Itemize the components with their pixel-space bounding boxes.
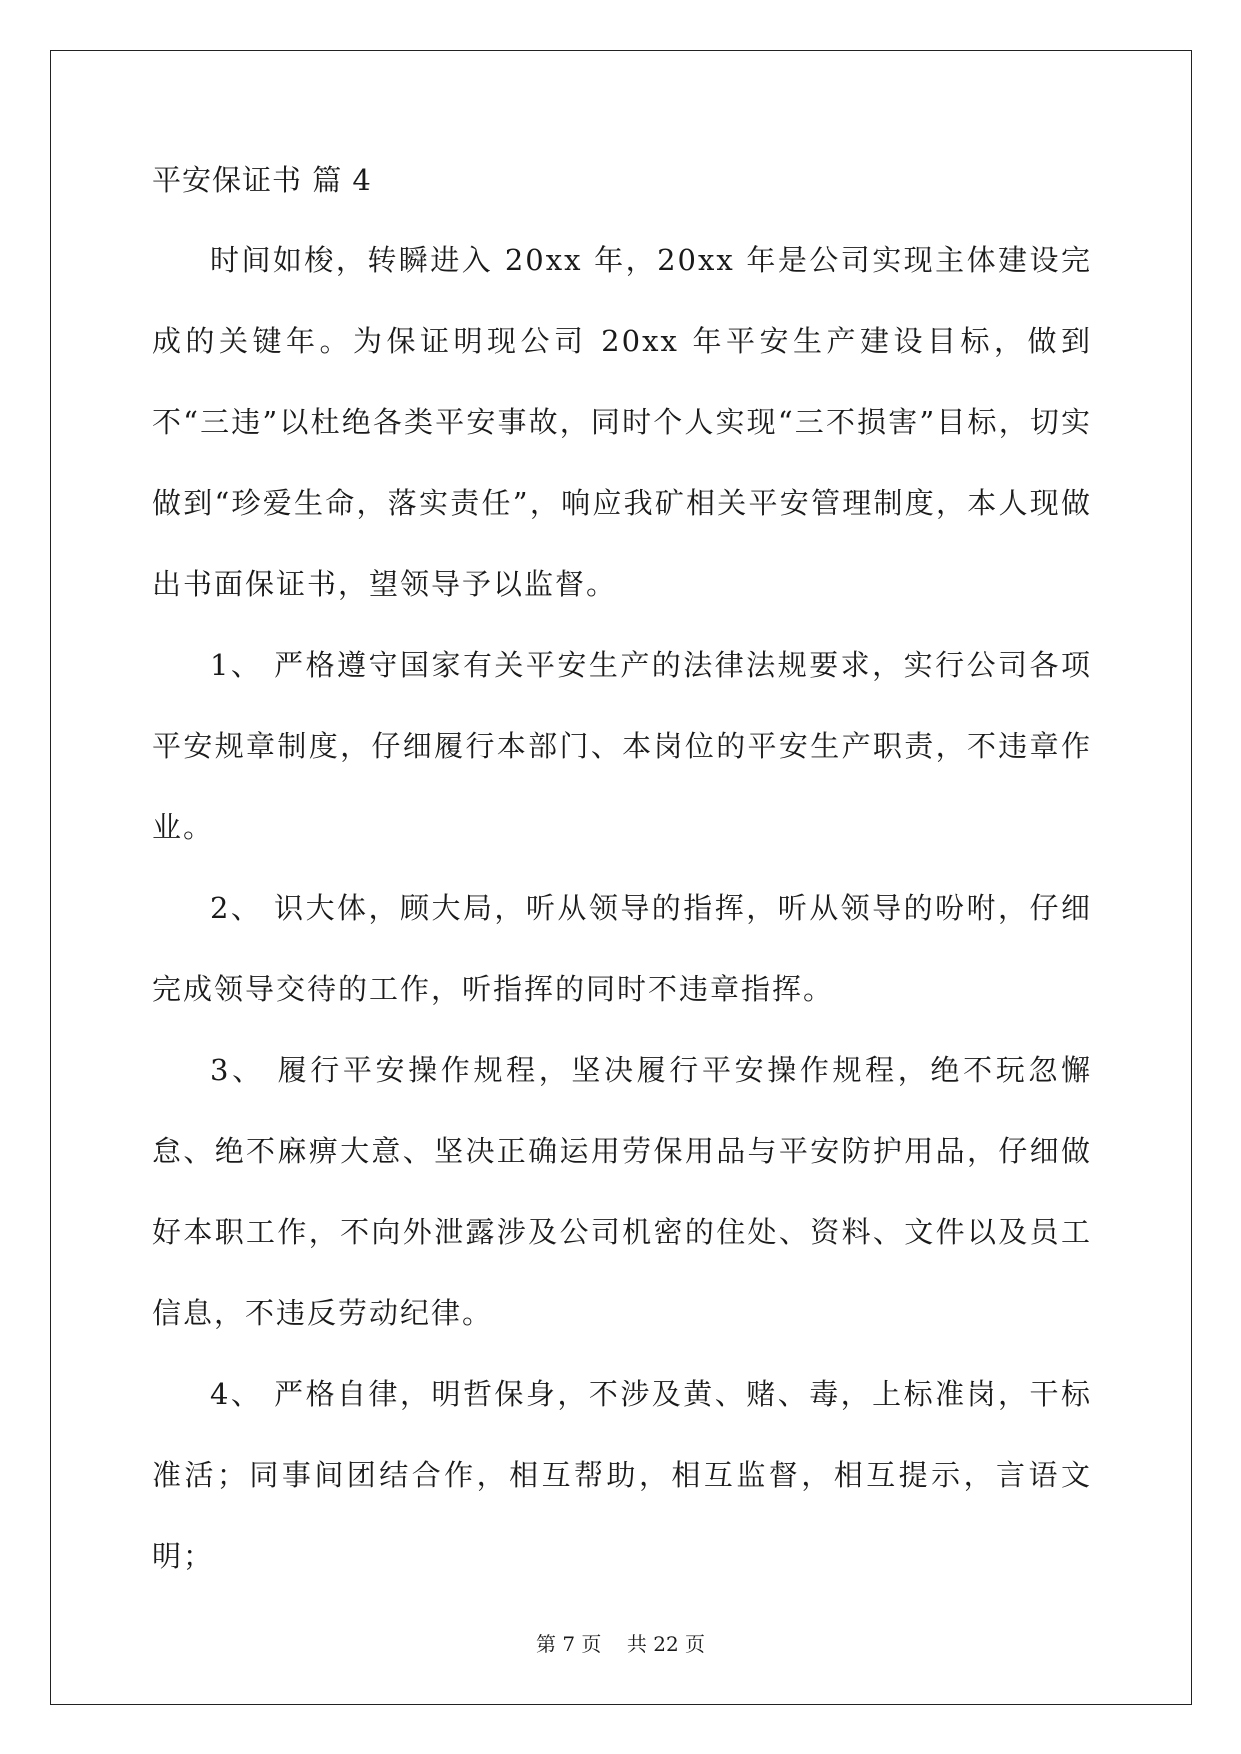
page-number: 第 7 页 [535,1632,602,1656]
page-total: 共 22 页 [626,1632,706,1656]
document-body [152,160,1092,1597]
document-title: 平安保证书 篇 4 [152,163,372,197]
paragraph-item-2: 2、 识大体，顾大局，听从领导的指挥，听从领导的吩咐，仔细完成领导交待的工作，听指挥的同时不违章指挥。 [152,891,1092,1006]
paragraph-item-4: 4、 严格自律，明哲保身，不涉及黄、赌、毒，上标准岗，干标准活；同事间团结合作，相互帮助，相互监督，相互提示，言语文明； [152,1377,1092,1573]
paragraph-intro: 时间如梭，转瞬进入 20xx 年，20xx 年是公司实现主体建设完成的关键年。为保证明现公司 20xx 年平安生产建设目标，做到不“三违”以杜绝各类平安事故，同时个人实现“三不损害”目标，切实做到“珍爱生命，落实责任”，响应我矿相关平安管理制度，本人现做出书面保证书，望领导予以监督。 [152,243,1092,601]
paragraph-item-3: 3、 履行平安操作规程，坚决履行平安操作规程，绝不玩忽懈怠、绝不麻痹大意、坚决正确运用劳保用品与平安防护用品，仔细做好本职工作，不向外泄露涉及公司机密的住处、资料、文件以及员工信息，不违反劳动纪律。 [152,1053,1092,1330]
page-footer [0,1630,1241,1658]
paragraph-item-1: 1、 严格遵守国家有关平安生产的法律法规要求，实行公司各项平安规章制度，仔细履行本部门、本岗位的平安生产职责，不违章作业。 [152,648,1092,844]
